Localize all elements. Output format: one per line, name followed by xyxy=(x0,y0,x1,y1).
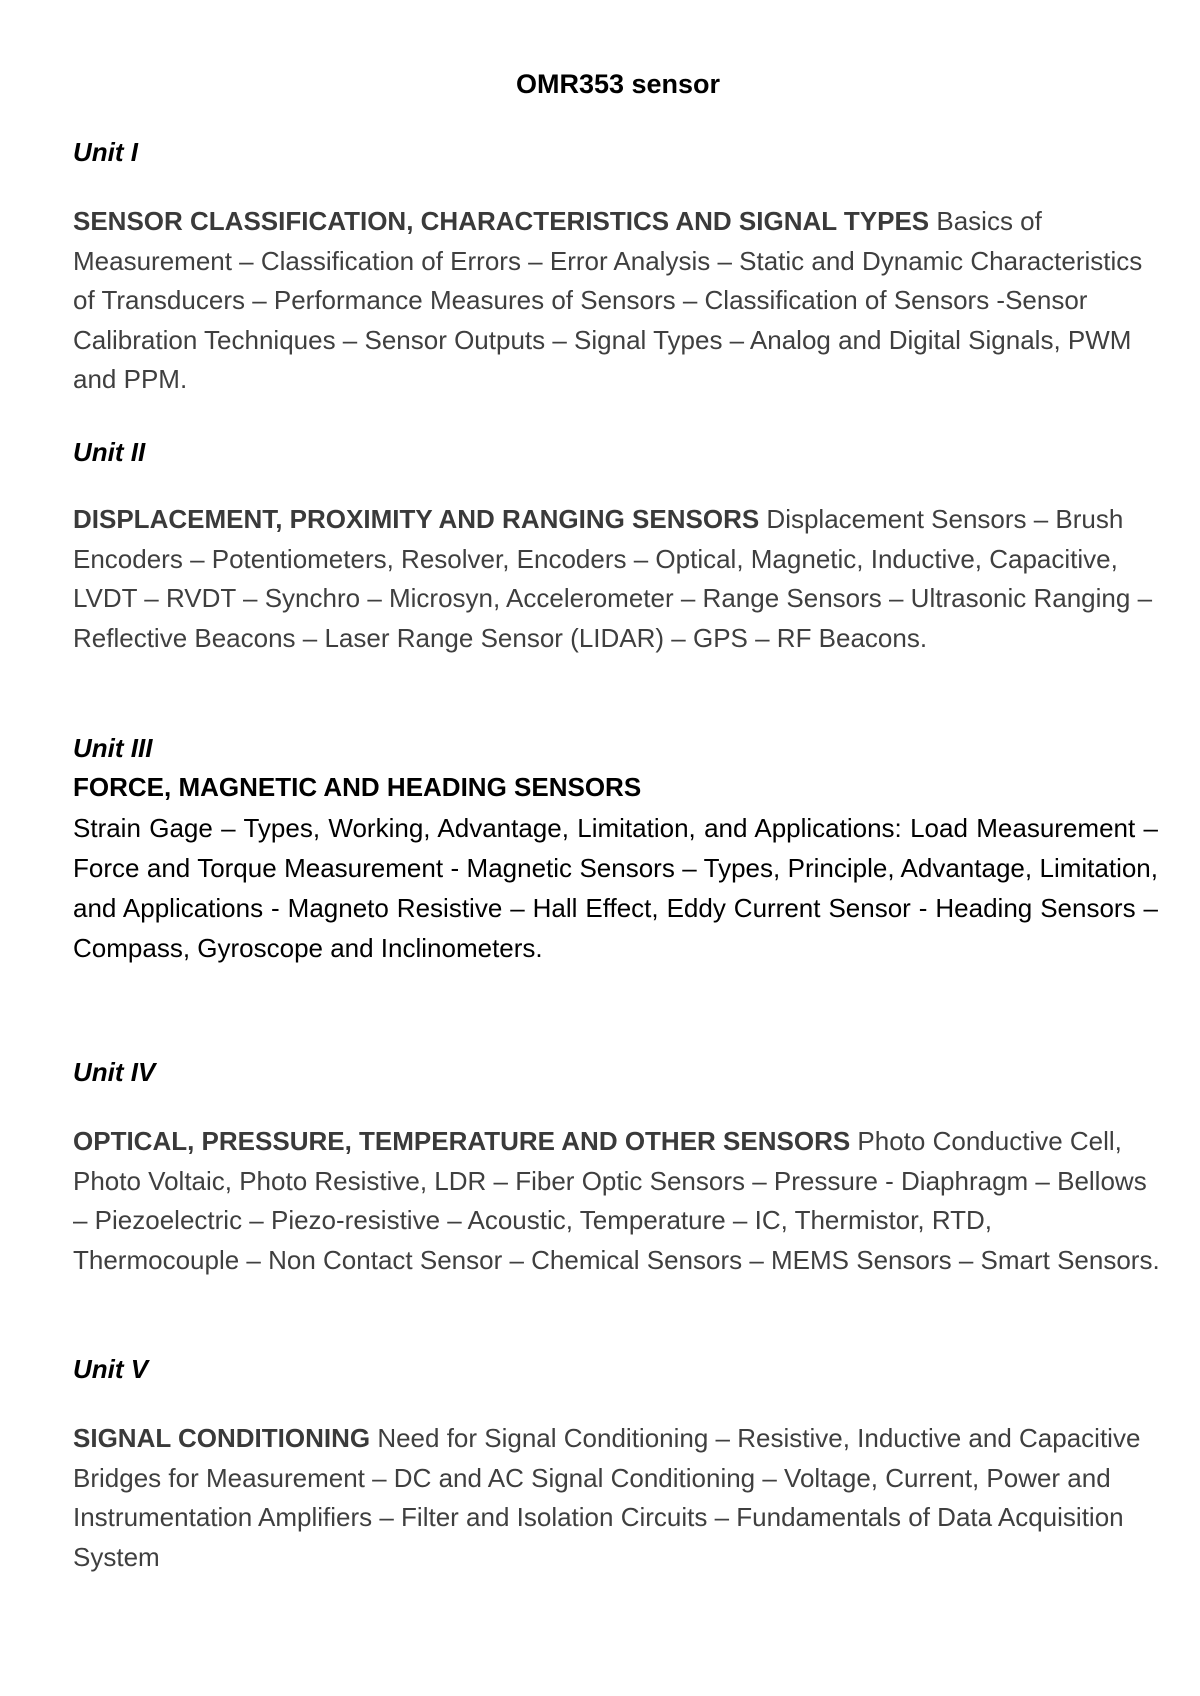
unit-5-description: Need for Signal Conditioning – Resistive, Inductive and Capacitive Bridges for Measurement – DC and AC Signal Conditioning – Voltage, Current, Power and Instrumentation Amplifiers – Filter and Isolation Circuits – Fundamentals of Data Acquisition System xyxy=(73,1423,1141,1572)
unit-3-description: Strain Gage – Types, Working, Advantage, Limitation, and Applications: Load Measurement – Force and Torque Measurement - Magnetic Sensors – Types, Principle, Advantage, Limitation, and Applications - Magneto Resistive – Hall Effect, Eddy Current Sensor - Heading Sensors – Compass, Gyroscope and Inclinometers. xyxy=(73,813,1158,963)
unit-5-title: SIGNAL CONDITIONING xyxy=(73,1423,371,1453)
unit-2-description: Displacement Sensors – Brush Encoders – Potentiometers, Resolver, Encoders – Optical, Magnetic, Inductive, Capacitive, LVDT – RVDT – Synchro – Microsyn, Accelerometer – Range Sensors – Ultrasonic Ranging – Reflective Beacons – Laser Range Sensor (LIDAR) – GPS – RF Beacons. xyxy=(73,504,1153,653)
unit-1-content xyxy=(73,202,1163,400)
document-page xyxy=(73,66,1160,1572)
unit-2-title: DISPLACEMENT, PROXIMITY AND RANGING SENSORS xyxy=(73,504,760,534)
unit-3-heading: Unit III xyxy=(73,733,153,763)
unit-4-title: OPTICAL, PRESSURE, TEMPERATURE AND OTHER SENSORS xyxy=(73,1126,851,1156)
unit-4-content xyxy=(73,1122,1163,1280)
unit-1-heading: Unit I xyxy=(73,137,138,167)
unit-4-description: Photo Conductive Cell, Photo Voltaic, Photo Resistive, LDR – Fiber Optic Sensors – Pressure - Diaphragm – Bellows – Piezoelectric – Piezo-resistive – Acoustic, Temperature – IC, Thermistor, RTD, Thermocouple – Non Contact Sensor – Chemical Sensors – MEMS Sensors – Smart Sensors. xyxy=(73,1126,1160,1275)
unit-3-title: FORCE, MAGNETIC AND HEADING SENSORS xyxy=(73,772,642,802)
unit-2-heading: Unit II xyxy=(73,437,146,467)
document-title: OMR353 sensor xyxy=(515,69,721,99)
unit-5-content xyxy=(73,1419,1163,1577)
unit-5-heading: Unit V xyxy=(73,1354,149,1384)
unit-1-description: Basics of Measurement – Classification of Errors – Error Analysis – Static and Dynamic Characteristics of Transducers – Performance Measures of Sensors – Classification of Sensors -Sensor Calibration Techniques – Sensor Outputs – Signal Types – Analog and Digital Signals, PWM and PPM. xyxy=(73,206,1143,394)
unit-4-heading: Unit IV xyxy=(73,1057,156,1087)
unit-1-title: SENSOR CLASSIFICATION, CHARACTERISTICS AND SIGNAL TYPES xyxy=(73,206,930,236)
unit-2-content xyxy=(73,500,1163,658)
